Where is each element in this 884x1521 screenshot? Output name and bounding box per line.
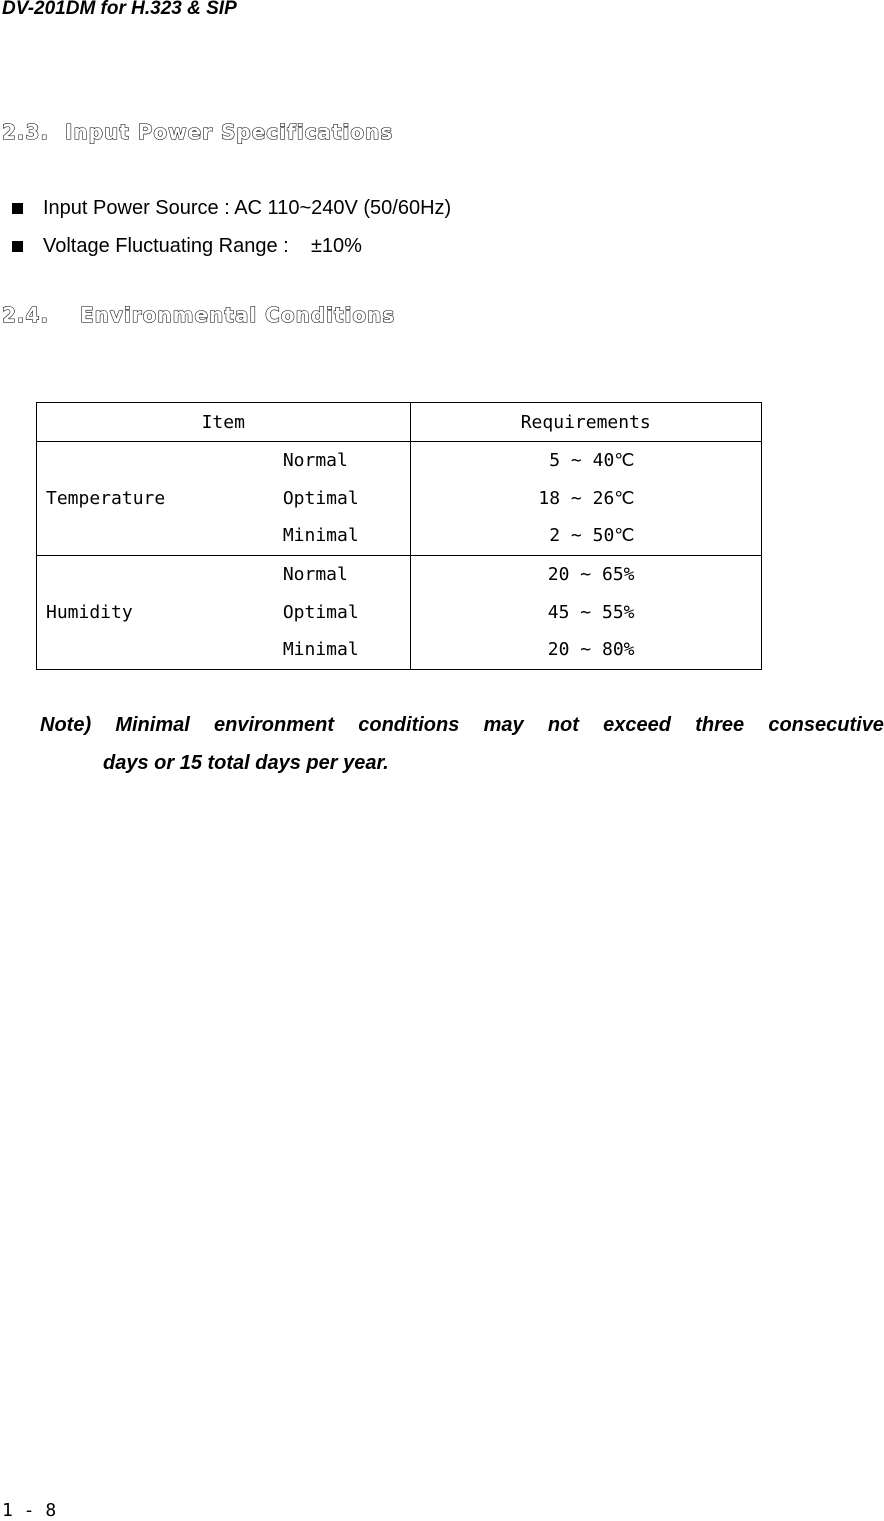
note-word: Note) [40,714,92,736]
square-bullet-icon [12,203,23,214]
document-header-title: DV-201DM for H.323 & SIP [2,0,237,19]
column-header-requirements: Requirements [410,403,762,442]
requirement-value: 2 ~ 50℃ [538,525,635,547]
environment-note [40,706,884,782]
row-category-humidity: Humidity [37,556,274,670]
requirement-value: 18 ~ 26℃ [538,487,635,509]
condition-label: Normal [282,564,348,586]
section-title-text: Input Power Specifications [65,120,394,144]
section-title-text: Environmental Conditions [80,303,396,327]
column-header-item: Item [37,403,411,442]
page-number: 1 - 8 [2,1500,57,1521]
requirement-value: 20 ~ 80% [547,639,635,661]
note-word: three [695,714,745,736]
note-word: conditions [358,714,460,736]
condition-label: Normal [282,450,348,471]
note-word: not [547,714,579,736]
note-word: consecutive [768,714,884,736]
note-line-1 [40,706,884,744]
note-line-2: days or 15 total days per year. [103,752,389,774]
condition-label: Minimal [282,525,359,547]
list-item [12,189,451,227]
requirement-value: 20 ~ 65% [547,564,635,586]
requirement-cell [410,556,762,670]
table-row [37,556,762,670]
section-heading-input-power [2,120,393,144]
section-number: 2.3. [2,120,50,144]
note-word: environment [214,714,335,736]
condition-cell [274,442,410,556]
condition-label: Optimal [282,601,359,623]
power-source-text: Input Power Source : AC 110~240V (50/60Hz) [43,196,452,219]
requirement-value: 45 ~ 55% [547,601,635,623]
voltage-range-text: Voltage Fluctuating Range : ±10% [43,234,362,257]
requirement-cell [410,442,762,556]
note-word: may [483,714,524,736]
row-category-temperature: Temperature [37,442,274,556]
list-item [12,227,451,265]
table-row [37,442,762,556]
requirement-value: 5 ~ 40℃ [538,450,635,471]
table-header-row [37,403,762,442]
condition-label: Optimal [282,487,359,509]
section-number: 2.4. [2,303,50,327]
environmental-conditions-table [36,402,762,670]
condition-label: Minimal [282,639,359,661]
note-word: exceed [603,714,671,736]
section-heading-environmental [2,303,395,327]
note-word: Minimal [115,714,190,736]
condition-cell [274,556,410,670]
power-spec-list [12,189,451,265]
square-bullet-icon [12,241,23,252]
